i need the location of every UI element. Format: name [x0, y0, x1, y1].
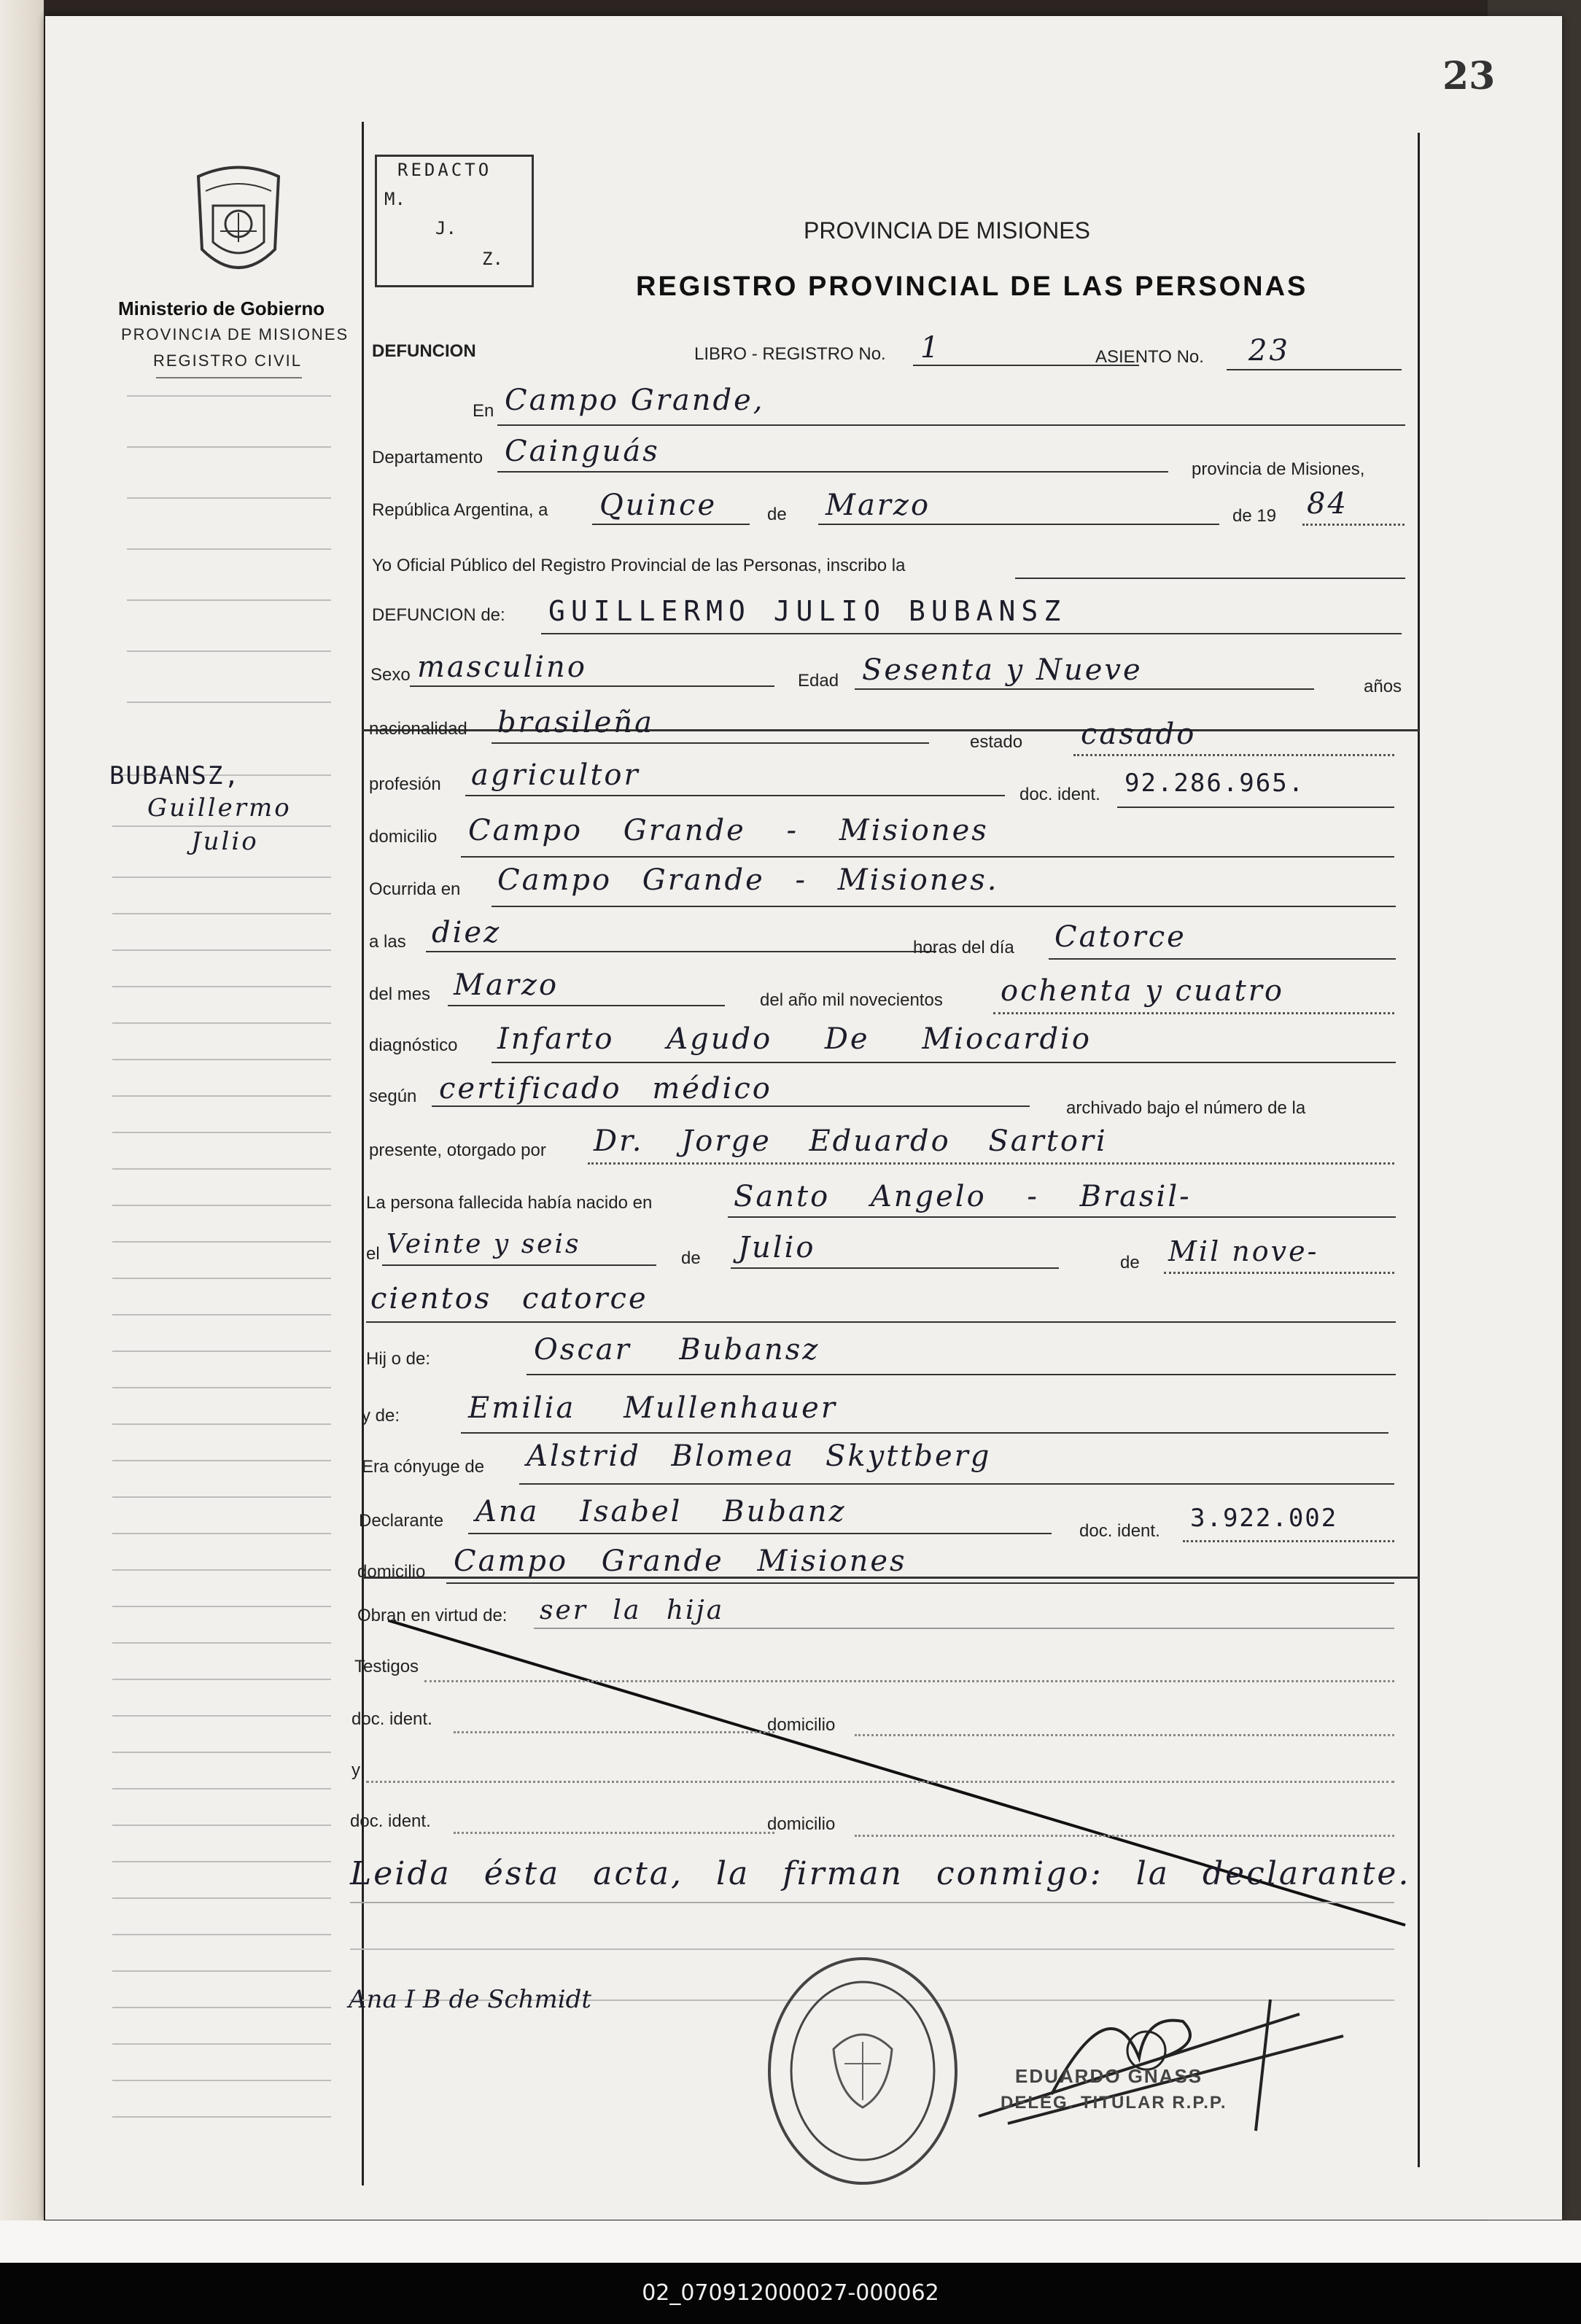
- nacionalidad-label: nacionalidad: [369, 719, 467, 739]
- en-value: Campo Grande,: [505, 384, 765, 417]
- sexo-label: Sexo: [370, 665, 411, 685]
- padre-value: Oscar Bubansz: [534, 1333, 820, 1367]
- nacido-line: [728, 1216, 1396, 1218]
- record-type: DEFUNCION: [372, 341, 476, 361]
- register-page: [45, 16, 1562, 2220]
- domicilio2-value: Campo Grande Misiones: [454, 1544, 907, 1578]
- de3-label: de: [1120, 1253, 1140, 1272]
- redacto-z: Z.: [482, 249, 503, 269]
- mes-fallecimiento-value: Marzo: [454, 968, 559, 1002]
- domicilio2-line: [446, 1582, 1394, 1584]
- header-province: PROVINCIA DE MISIONES: [804, 217, 1090, 244]
- mes-line: [818, 524, 1219, 525]
- nacimiento-dia-line: [382, 1264, 656, 1266]
- ministry-title: Ministerio de Gobierno: [118, 298, 325, 319]
- file-id-bar: 02_070912000027-000062: [0, 2263, 1581, 2324]
- hijo-label: Hij o de:: [366, 1349, 431, 1369]
- nacimiento-anio-line-2: [366, 1321, 1396, 1323]
- domicilio-t2-label: domicilio: [767, 1814, 836, 1834]
- anios-label: años: [1364, 677, 1402, 696]
- page-number: 23: [1442, 54, 1496, 98]
- nacimiento-mes-line: [731, 1267, 1059, 1269]
- declarante-label: Declarante: [359, 1511, 444, 1531]
- hora-line: [426, 951, 936, 952]
- hora-value: diez: [432, 916, 502, 949]
- declarante-line: [468, 1533, 1052, 1534]
- obran-line: [534, 1628, 1394, 1629]
- declarante-signature: Ana I B de Schmidt: [349, 1985, 592, 2014]
- redacto-j: J.: [435, 218, 457, 238]
- oficial-line: [1015, 578, 1405, 579]
- obran-value: ser la hija: [540, 1596, 725, 1625]
- nacido-label: La persona fallecida había nacido en: [366, 1193, 653, 1213]
- domicilio-line: [461, 856, 1394, 858]
- mes-fallecimiento-line: [448, 1005, 725, 1006]
- mes-value: Marzo: [826, 489, 931, 522]
- form-right-border: [1418, 133, 1420, 2167]
- medico-value: Dr. Jorge Eduardo Sartori: [594, 1124, 1108, 1158]
- asiento-label: ASIENTO No.: [1095, 347, 1204, 367]
- margin-surname: BUBANSZ,: [109, 761, 241, 790]
- de2-label: de: [681, 1248, 701, 1268]
- domicilio-label: domicilio: [369, 827, 438, 847]
- libro-value: 1: [920, 331, 941, 365]
- doc-line: [1117, 807, 1394, 808]
- domicilio-t2-line: [855, 1835, 1394, 1837]
- obran-label: Obran en virtud de:: [357, 1606, 508, 1625]
- y-label: y: [351, 1760, 360, 1780]
- profesion-value: agricultor: [471, 758, 640, 792]
- departamento-value: Cainguás: [505, 435, 660, 468]
- diagnostico-label: diagnóstico: [369, 1035, 458, 1055]
- doc-value: 92.286.965.: [1124, 769, 1305, 798]
- ministry-province: PROVINCIA DE MISIONES: [121, 325, 349, 343]
- nacimiento-anio-line-1: [1164, 1272, 1394, 1274]
- y-line: [366, 1781, 1394, 1783]
- book-spine: [0, 0, 44, 2324]
- doc-declarante-line: [1183, 1540, 1394, 1542]
- scan-margin: [0, 2220, 1581, 2263]
- dia-value: Quince: [599, 489, 718, 522]
- doc-ident-1-label: doc. ident.: [351, 1709, 432, 1729]
- conyuge-value: Alstrid Blomea Skyttberg: [527, 1439, 992, 1473]
- provincia-label: provincia de Misiones,: [1192, 459, 1365, 479]
- profesion-label: profesión: [369, 774, 441, 794]
- dia-line: [592, 524, 750, 525]
- domicilio2-label: domicilio: [357, 1562, 426, 1582]
- en-label: En: [473, 401, 494, 421]
- ocurrida-label: Ocurrida en: [369, 879, 461, 899]
- nombre-line: [541, 633, 1402, 634]
- archivado-label: archivado bajo el número de la: [1066, 1098, 1306, 1118]
- anio-fallecimiento-value: ochenta y cuatro: [1001, 974, 1284, 1008]
- segun-value: certificado médico: [439, 1072, 772, 1105]
- nombre-value: GUILLERMO JULIO BUBANSZ: [548, 595, 1067, 627]
- header-registry: REGISTRO PROVINCIAL DE LAS PERSONAS: [636, 271, 1308, 302]
- edad-label: Edad: [798, 671, 839, 691]
- ocurrida-value: Campo Grande - Misiones.: [497, 863, 999, 897]
- asiento-value: 23: [1248, 334, 1290, 368]
- redacto-label: REDACTO: [397, 160, 492, 180]
- sexo-value: masculino: [417, 650, 587, 684]
- official-seal-icon: [764, 1954, 961, 2188]
- doc-ident-2-line: [454, 1832, 774, 1834]
- conyuge-label: Era cónyuge de: [362, 1457, 485, 1477]
- domicilio-t1-line: [855, 1734, 1394, 1736]
- segun-label: según: [369, 1087, 417, 1106]
- de-label: de: [767, 505, 787, 524]
- testigos-line: [424, 1680, 1394, 1682]
- oficial-text: Yo Oficial Público del Registro Provincial de las Personas, inscribo la: [372, 556, 906, 575]
- official-name: EDUARDO GNASS: [1015, 2065, 1203, 2087]
- margin-middle-name: Julio: [191, 827, 259, 856]
- ministry-registry: REGISTRO CIVIL: [153, 351, 303, 370]
- nacimiento-mes-value: Julio: [738, 1231, 816, 1264]
- madre-value: Emilia Mullenhauer: [468, 1391, 837, 1425]
- edad-value: Sesenta y Nueve: [862, 653, 1143, 687]
- horas-label: horas del día: [913, 938, 1014, 957]
- presente-label: presente, otorgado por: [369, 1140, 546, 1160]
- defuncion-de-label: DEFUNCION de:: [372, 605, 505, 625]
- edad-line: [855, 688, 1314, 690]
- anio-fallecimiento-line: [993, 1012, 1394, 1014]
- sexo-line: [410, 685, 774, 687]
- estado-line: [1073, 754, 1394, 756]
- diagnostico-line: [492, 1062, 1396, 1063]
- dia-fallecimiento-value: Catorce: [1054, 920, 1186, 954]
- republica-label: República Argentina, a: [372, 500, 548, 520]
- redacto-m: M.: [384, 189, 405, 209]
- asiento-line: [1227, 369, 1402, 370]
- del-mes-label: del mes: [369, 984, 431, 1004]
- dia-fallecimiento-line: [1049, 958, 1396, 960]
- doc-declarante-value: 3.922.002: [1190, 1504, 1338, 1533]
- nacimiento-dia-value: Veinte y seis: [386, 1229, 581, 1259]
- doc-label: doc. ident.: [1019, 785, 1100, 804]
- el-label: el: [366, 1244, 380, 1264]
- y-de-label: y de:: [362, 1406, 400, 1426]
- nacimiento-anio-value-1: Mil nove-: [1168, 1235, 1319, 1267]
- estado-label: estado: [970, 732, 1023, 752]
- diagnostico-value: Infarto Agudo De Miocardio: [497, 1022, 1092, 1056]
- anio-value: 84: [1307, 487, 1348, 521]
- anio-line: [1302, 524, 1405, 526]
- domicilio-t1-label: domicilio: [767, 1715, 836, 1735]
- doc-declarante-label: doc. ident.: [1079, 1521, 1160, 1541]
- padre-line: [527, 1374, 1396, 1375]
- ocurrida-line: [492, 906, 1396, 907]
- margin-given-name: Guillermo: [147, 793, 292, 823]
- domicilio-value: Campo Grande - Misiones: [468, 814, 989, 847]
- doc-ident-2-label: doc. ident.: [350, 1811, 431, 1831]
- en-line: [497, 424, 1405, 426]
- departamento-line: [497, 471, 1168, 473]
- libro-label: LIBRO - REGISTRO No.: [694, 344, 886, 364]
- declarante-value: Ana Isabel Bubanz: [475, 1495, 847, 1528]
- leida-line: [350, 1902, 1394, 1903]
- leida-statement: Leida ésta acta, la firman conmigo: la declarante.: [350, 1855, 1411, 1892]
- nacionalidad-line: [492, 742, 929, 744]
- del-anio-label: del año mil novecientos: [760, 990, 943, 1010]
- testigos-label: Testigos: [354, 1657, 419, 1676]
- segun-line: [432, 1105, 1030, 1107]
- nacionalidad-value: brasileña: [497, 706, 654, 739]
- medico-line: [588, 1162, 1394, 1165]
- a-las-label: a las: [369, 932, 406, 952]
- redacto-box: [375, 155, 534, 287]
- profesion-line: [465, 795, 1005, 796]
- madre-line: [461, 1432, 1388, 1434]
- nacido-value: Santo Angelo - Brasil-: [734, 1180, 1192, 1213]
- departamento-label: Departamento: [372, 448, 483, 467]
- margin-ruled-area: [98, 16, 360, 2167]
- anio-label: de 19: [1232, 506, 1277, 526]
- official-title: DELEG. TITULAR R.P.P.: [1001, 2093, 1227, 2113]
- nacimiento-anio-value-2: cientos catorce: [370, 1282, 648, 1315]
- estado-value: casado: [1081, 718, 1197, 751]
- ruled-line-1: [350, 1948, 1394, 1950]
- doc-ident-1-line: [454, 1731, 774, 1733]
- conyuge-line: [519, 1483, 1394, 1485]
